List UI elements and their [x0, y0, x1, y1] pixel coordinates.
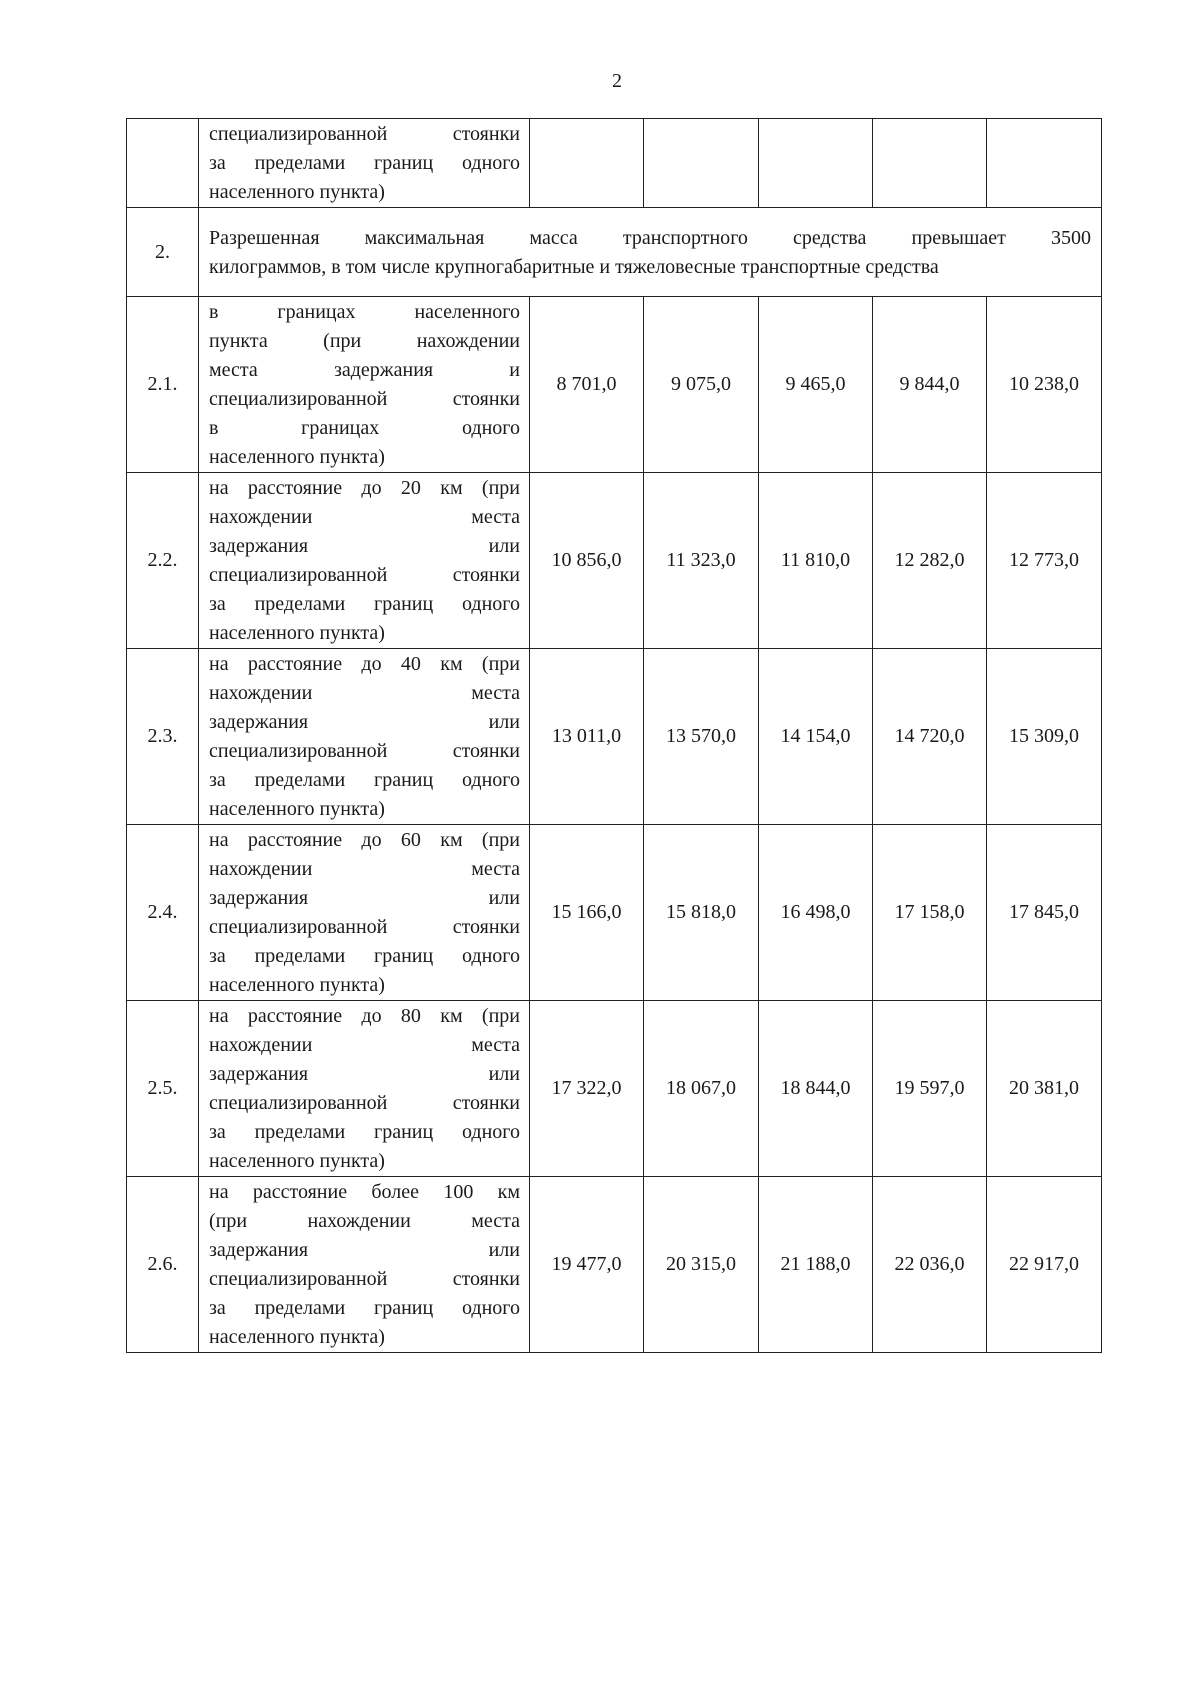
table-row — [127, 825, 1102, 1001]
section-heading-line: Разрешенная максимальная масса транспортного средства превышает 3500 — [209, 226, 1091, 249]
description-line: задержания или — [209, 710, 520, 733]
value-cell: 15 309,0 — [987, 649, 1102, 825]
description-cell — [199, 473, 530, 649]
value-cell: 20 381,0 — [987, 1001, 1102, 1177]
value-cell: 11 810,0 — [759, 473, 873, 649]
value-cell: 9 844,0 — [873, 297, 987, 473]
value-cell — [644, 119, 759, 208]
value-cell: 14 720,0 — [873, 649, 987, 825]
description-line: специализированной стоянки — [209, 1267, 520, 1290]
section-heading-line: килограммов, в том числе крупногабаритные и тяжеловесные транспортные средства — [209, 255, 939, 278]
value-cell: 18 067,0 — [644, 1001, 759, 1177]
description-cell — [199, 297, 530, 473]
description-line: пункта (при нахождении — [209, 329, 520, 352]
description-line: специализированной стоянки — [209, 915, 520, 938]
description-line: населенного пункта) — [209, 621, 385, 644]
value-cell: 20 315,0 — [644, 1177, 759, 1353]
description-line: на расстояние до 80 км (при — [209, 1004, 520, 1027]
value-cell — [530, 119, 644, 208]
table-row — [127, 1001, 1102, 1177]
table-row — [127, 1177, 1102, 1353]
section-heading-row — [127, 208, 1102, 297]
value-cell: 10 238,0 — [987, 297, 1102, 473]
value-cell: 19 477,0 — [530, 1177, 644, 1353]
value-cell: 18 844,0 — [759, 1001, 873, 1177]
value-cell — [759, 119, 873, 208]
description-line: нахождении места — [209, 857, 520, 880]
tariff-table — [126, 118, 1102, 1353]
value-cell — [987, 119, 1102, 208]
row-number: 2.4. — [127, 825, 199, 1001]
row-number-cell — [127, 119, 199, 208]
value-cell: 17 322,0 — [530, 1001, 644, 1177]
value-cell: 19 597,0 — [873, 1001, 987, 1177]
description-line: на расстояние до 60 км (при — [209, 828, 520, 851]
description-line: специализированной стоянки — [209, 387, 520, 410]
value-cell: 15 818,0 — [644, 825, 759, 1001]
value-cell: 12 773,0 — [987, 473, 1102, 649]
description-line: населенного пункта) — [209, 797, 385, 820]
description-line: (при нахождении места — [209, 1209, 520, 1232]
description-line: нахождении места — [209, 1033, 520, 1056]
description-line: задержания или — [209, 886, 520, 909]
description-line: нахождении места — [209, 681, 520, 704]
value-cell: 9 075,0 — [644, 297, 759, 473]
value-cell: 22 036,0 — [873, 1177, 987, 1353]
value-cell: 14 154,0 — [759, 649, 873, 825]
description-cell — [199, 649, 530, 825]
description-line: за пределами границ одного — [209, 944, 520, 967]
description-line: за пределами границ одного — [209, 151, 520, 174]
description-line: нахождении места — [209, 505, 520, 528]
description-cell — [199, 119, 530, 208]
description-line: специализированной стоянки — [209, 1091, 520, 1114]
description-line: населенного пункта) — [209, 180, 385, 203]
description-line: специализированной стоянки — [209, 122, 520, 145]
row-number: 2.5. — [127, 1001, 199, 1177]
table-row — [127, 649, 1102, 825]
description-line: специализированной стоянки — [209, 563, 520, 586]
description-line: специализированной стоянки — [209, 739, 520, 762]
description-line: населенного пункта) — [209, 1325, 385, 1348]
description-line: населенного пункта) — [209, 1149, 385, 1172]
description-line: задержания или — [209, 1238, 520, 1261]
value-cell: 21 188,0 — [759, 1177, 873, 1353]
description-line: задержания или — [209, 534, 520, 557]
description-line: населенного пункта) — [209, 973, 385, 996]
value-cell: 16 498,0 — [759, 825, 873, 1001]
description-line: за пределами границ одного — [209, 768, 520, 791]
description-cell — [199, 1177, 530, 1353]
description-line: в границах населенного — [209, 300, 520, 323]
description-line: на расстояние до 40 км (при — [209, 652, 520, 675]
value-cell: 10 856,0 — [530, 473, 644, 649]
row-number: 2.6. — [127, 1177, 199, 1353]
value-cell: 17 845,0 — [987, 825, 1102, 1001]
row-number: 2.1. — [127, 297, 199, 473]
value-cell: 17 158,0 — [873, 825, 987, 1001]
table-row — [127, 297, 1102, 473]
value-cell: 8 701,0 — [530, 297, 644, 473]
table-row-continuation — [127, 119, 1102, 208]
description-cell — [199, 825, 530, 1001]
description-line: населенного пункта) — [209, 445, 385, 468]
description-line: места задержания и — [209, 358, 520, 381]
section-heading — [199, 208, 1102, 297]
value-cell — [873, 119, 987, 208]
description-line: в границах одного — [209, 416, 520, 439]
table-row — [127, 473, 1102, 649]
description-line: за пределами границ одного — [209, 1120, 520, 1143]
description-line: за пределами границ одного — [209, 1296, 520, 1319]
value-cell: 12 282,0 — [873, 473, 987, 649]
value-cell: 13 570,0 — [644, 649, 759, 825]
value-cell: 22 917,0 — [987, 1177, 1102, 1353]
description-line: на расстояние до 20 км (при — [209, 476, 520, 499]
description-cell — [199, 1001, 530, 1177]
value-cell: 15 166,0 — [530, 825, 644, 1001]
description-line: на расстояние более 100 км — [209, 1180, 520, 1203]
description-line: за пределами границ одного — [209, 592, 520, 615]
row-number: 2.2. — [127, 473, 199, 649]
page-number: 2 — [612, 70, 622, 92]
value-cell: 13 011,0 — [530, 649, 644, 825]
section-number: 2. — [127, 208, 199, 297]
row-number: 2.3. — [127, 649, 199, 825]
value-cell: 9 465,0 — [759, 297, 873, 473]
value-cell: 11 323,0 — [644, 473, 759, 649]
description-line: задержания или — [209, 1062, 520, 1085]
